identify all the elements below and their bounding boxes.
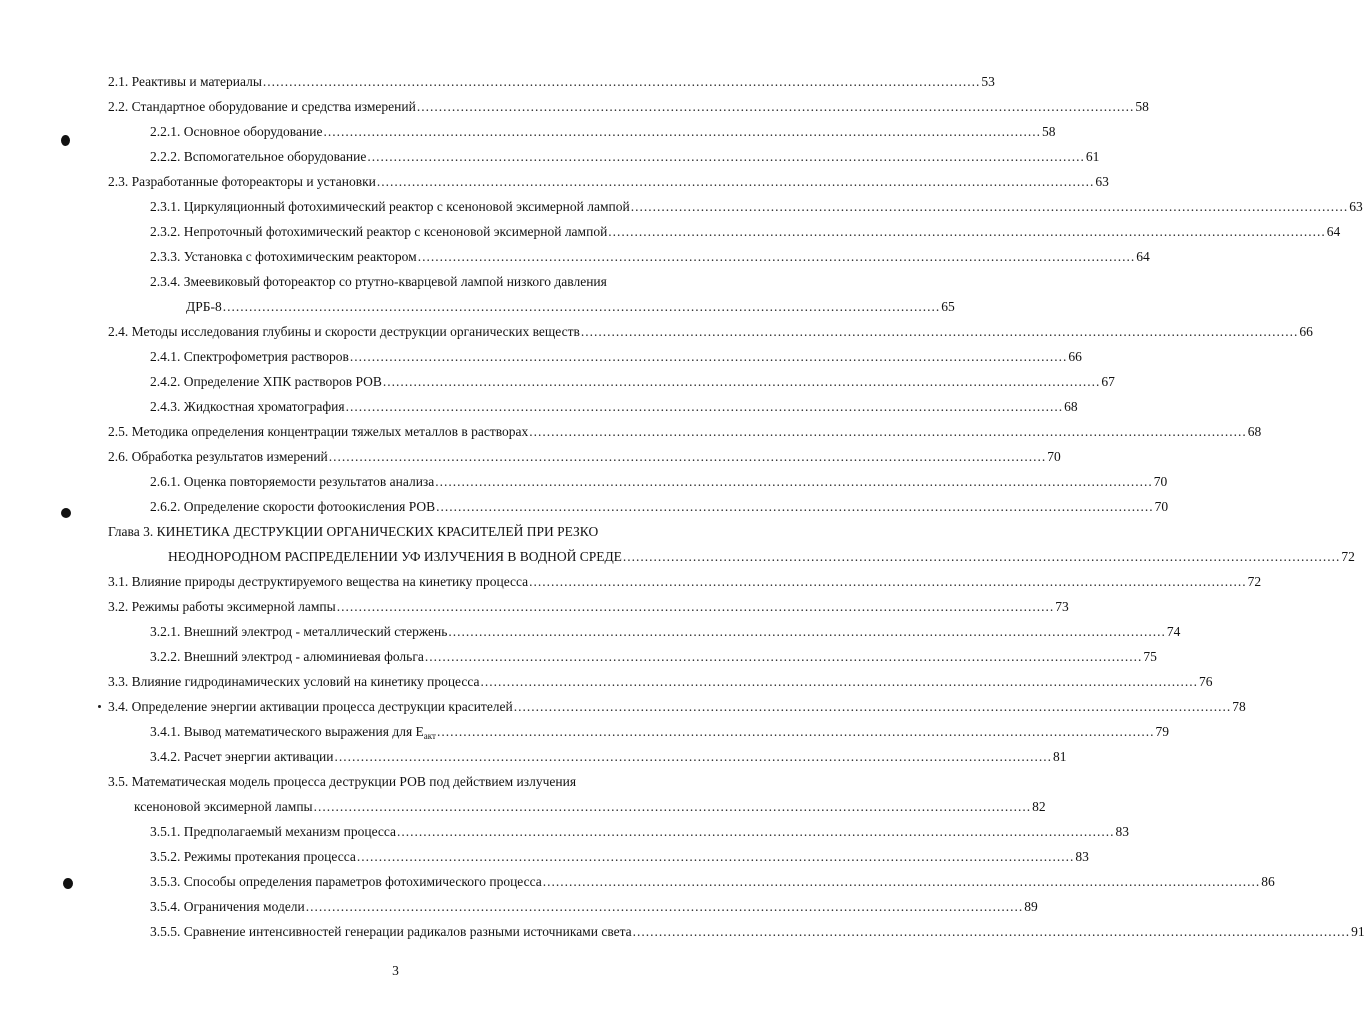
dot-leader: .................................................................................................................................................................... [397, 824, 1115, 839]
scan-blot [61, 135, 70, 146]
scan-blot [63, 878, 73, 889]
dot-leader: .................................................................................................................................................................... [448, 624, 1166, 639]
toc-entry-2-3-2 [150, 224, 1341, 240]
toc-entry-label: 3.5.1. Предполагаемый механизм процесса [150, 824, 397, 839]
toc-entry-label: 3.2.1. Внешний электрод - металлический стержень [150, 624, 448, 639]
toc-entry-label: 2.2.1. Основное оборудование [150, 124, 323, 139]
dot-leader: .................................................................................................................................................................... [336, 599, 1055, 614]
toc-entry-3-4-2 [150, 749, 1067, 765]
toc-entry-label: 2.6.2. Определение скорости фотоокисления РОВ [150, 499, 436, 514]
dot-leader: .................................................................................................................................................................... [529, 574, 1247, 589]
toc-entry-page: 79 [1155, 724, 1169, 739]
toc-entry-label: 3.2.2. Внешний электрод - алюминиевая фольга [150, 649, 424, 664]
dot-leader: .................................................................................................................................................................... [262, 74, 981, 89]
toc-entry-page: 53 [981, 74, 995, 89]
dot-leader: .................................................................................................................................................................... [323, 124, 1041, 139]
toc-entry-label: 2.6. Обработка результатов измерений [108, 449, 328, 464]
toc-entry-page: 66 [1299, 324, 1313, 339]
toc-entry-page: 89 [1024, 899, 1038, 914]
toc-entry-3-5-cont [134, 799, 1046, 815]
toc-entry-page: 75 [1143, 649, 1157, 664]
toc-entry-page: 65 [941, 299, 955, 314]
toc-entry-page: 64 [1136, 249, 1150, 264]
activation-subscript: акт [423, 731, 436, 741]
toc-entry-2-3-3 [150, 249, 1150, 265]
toc-entry-page: 72 [1341, 549, 1355, 564]
dot-leader: .................................................................................................................................................................... [580, 324, 1299, 339]
toc-entry-2-2 [108, 99, 1149, 115]
dot-leader: .................................................................................................................................................................... [345, 399, 1064, 414]
toc-entry-page: 86 [1261, 874, 1275, 889]
toc-entry-page: 81 [1053, 749, 1067, 764]
toc-entry-label: 2.6.1. Оценка повторяемости результатов анализа [150, 474, 435, 489]
toc-chapter-3 [108, 524, 598, 540]
toc-entry-3-2-2 [150, 649, 1157, 665]
toc-entry-label: 2.4.1. Спектрофометрия растворов [150, 349, 349, 364]
dot-leader: .................................................................................................................................................................... [529, 424, 1247, 439]
toc-entry-label: 2.3.2. Непроточный фотохимический реактор с ксеноновой эксимерной лампой [150, 224, 608, 239]
toc-entry-page: 73 [1055, 599, 1069, 614]
dot-leader: .................................................................................................................................................................... [222, 299, 941, 314]
toc-entry-page: 64 [1326, 224, 1341, 239]
toc-entry-3-5-4 [150, 899, 1038, 915]
toc-entry-page: 58 [1041, 124, 1056, 139]
toc-entry-page: 66 [1068, 349, 1082, 364]
toc-entry-label: 2.2. Стандартное оборудование и средства измерений [108, 99, 416, 114]
toc-entry-2-2-2 [150, 149, 1100, 165]
dot-leader: .................................................................................................................................................................... [542, 874, 1261, 889]
toc-entry-2-4-1 [150, 349, 1082, 365]
toc-entry-3-4 [108, 699, 1246, 715]
toc-entry-label: 3.4.2. Расчет энергии активации [150, 749, 334, 764]
toc-entry-2-3-4 [150, 274, 607, 290]
toc-entry-2-4 [108, 324, 1313, 340]
toc-entry-label: 2.1. Реактивы и материалы [108, 74, 262, 89]
page-number: 3 [392, 963, 399, 978]
toc-entry-page: 74 [1166, 624, 1181, 639]
dot-leader: .................................................................................................................................................................... [436, 499, 1154, 514]
dot-leader: .................................................................................................................................................................... [417, 249, 1136, 264]
toc-entry-label: Глава 3. КИНЕТИКА ДЕСТРУКЦИИ ОРГАНИЧЕСКИХ КРАСИТЕЛЕЙ ПРИ РЕЗКО [108, 524, 599, 539]
dot-leader: .................................................................................................................................................................... [305, 899, 1024, 914]
toc-entry-page: 91 [1351, 924, 1365, 939]
dot-leader: .................................................................................................................................................................... [334, 749, 1053, 764]
dot-leader: .................................................................................................................................................................... [328, 449, 1047, 464]
dot-leader: .................................................................................................................................................................... [416, 99, 1135, 114]
toc-entry-label: 2.2.2. Вспомогательное оборудование [150, 149, 367, 164]
toc-entry-label: 2.5. Методика определения концентрации тяжелых металлов в растворах [108, 424, 529, 439]
dot-leader: .................................................................................................................................................................... [630, 199, 1349, 214]
toc-entry-page: 70 [1153, 474, 1168, 489]
toc-entry-page: 63 [1095, 174, 1109, 189]
dot-leader: .................................................................................................................................................................... [632, 924, 1351, 939]
toc-entry-label: 2.3. Разработанные фотореакторы и установки [108, 174, 376, 189]
toc-entry-page: 68 [1064, 399, 1078, 414]
toc-entry-2-6-1 [150, 474, 1168, 490]
dot-leader: .................................................................................................................................................................... [480, 674, 1199, 689]
toc-entry-label: 3.5.4. Ограничения модели [150, 899, 305, 914]
toc-entry-2-3-1 [150, 199, 1363, 215]
toc-entry-label: 2.3.1. Циркуляционный фотохимический реактор с ксеноновой эксимерной лампой [150, 199, 630, 214]
toc-entry-label: ксеноновой эксимерной лампы [134, 799, 313, 814]
toc-entry-page: 72 [1247, 574, 1262, 589]
dot-leader: .................................................................................................................................................................... [435, 474, 1153, 489]
toc-entry-2-6 [108, 449, 1061, 465]
toc-entry-label: 2.3.3. Установка с фотохимическим реактором [150, 249, 417, 264]
toc-entry-3-5-1 [150, 824, 1130, 840]
scan-blot [61, 508, 71, 518]
toc-entry-label: 2.4.3. Жидкостная хроматография [150, 399, 345, 414]
toc-entry-3-5-5 [150, 924, 1365, 940]
toc-entry-page: 76 [1199, 674, 1213, 689]
toc-entry-2-3 [108, 174, 1109, 190]
dot-leader: .................................................................................................................................................................... [356, 849, 1075, 864]
dot-leader: .................................................................................................................................................................... [424, 649, 1143, 664]
toc-entry-label: 3.4.1. Вывод математического выражения для E [150, 724, 424, 739]
dot-leader: .................................................................................................................................................................... [382, 374, 1101, 389]
toc-entry-label: ДРБ-8 [186, 299, 222, 314]
toc-entry-page: 63 [1349, 199, 1363, 214]
toc-entry-page: 83 [1115, 824, 1130, 839]
toc-entry-2-5 [108, 424, 1262, 440]
toc-entry-label: НЕОДНОРОДНОМ РАСПРЕДЕЛЕНИИ УФ ИЗЛУЧЕНИЯ В ВОДНОЙ СРЕДЕ [168, 549, 622, 564]
toc-entry-3-3 [108, 674, 1213, 690]
dot-leader: .................................................................................................................................................................... [349, 349, 1068, 364]
toc-entry-3-5-3 [150, 874, 1275, 890]
toc-entry-page: 61 [1085, 149, 1100, 164]
toc-entry-2-1 [108, 74, 995, 90]
dot-leader: .................................................................................................................................................................... [313, 799, 1032, 814]
dot-leader: .................................................................................................................................................................... [376, 174, 1095, 189]
toc-entry-label: 3.3. Влияние гидродинамических условий на кинетику процесса [108, 674, 480, 689]
toc-entry-label: 3.1. Влияние природы деструктируемого вещества на кинетику процесса [108, 574, 529, 589]
toc-entry-label: 3.5.5. Сравнение интенсивностей генерации радикалов разными источниками света [150, 924, 632, 939]
toc-entry-3-2-1 [150, 624, 1181, 640]
toc-entry-2-6-2 [150, 499, 1169, 515]
dot-leader: .................................................................................................................................................................... [367, 149, 1085, 164]
dot-leader: .................................................................................................................................................................... [622, 549, 1341, 564]
toc-entry-label: 2.4. Методы исследования глубины и скорости деструкции органических веществ [108, 324, 580, 339]
toc-chapter-3-cont [168, 549, 1355, 565]
toc-entry-3-5 [108, 774, 576, 790]
dot-leader: .................................................................................................................................................................... [513, 699, 1232, 714]
toc-entry-page: 70 [1047, 449, 1061, 464]
scan-speck [98, 705, 101, 708]
toc-entry-page: 70 [1154, 499, 1169, 514]
toc-entry-page: 82 [1032, 799, 1046, 814]
toc-entry-3-2 [108, 599, 1069, 615]
toc-entry-2-4-3 [150, 399, 1078, 415]
toc-entry-3-4-1 [150, 724, 1169, 741]
toc-entry-label: 2.3.4. Змеевиковый фотореактор со ртутно-кварцевой лампой низкого давления [150, 274, 607, 289]
toc-entry-2-4-2 [150, 374, 1115, 390]
toc-entry-page: 67 [1101, 374, 1115, 389]
toc-entry-label: 3.5.2. Режимы протекания процесса [150, 849, 356, 864]
toc-entry-label: 3.5.3. Способы определения параметров фотохимического процесса [150, 874, 542, 889]
toc-entry-label: 3.4. Определение энергии активации процесса деструкции красителей [108, 699, 513, 714]
toc-entry-2-2-1 [150, 124, 1056, 140]
toc-entry-label: 2.4.2. Определение ХПК растворов РОВ [150, 374, 382, 389]
toc-entry-2-3-4-cont [186, 299, 955, 315]
toc-entry-page: 58 [1135, 99, 1149, 114]
dot-leader: .................................................................................................................................................................... [436, 724, 1155, 739]
dot-leader: .................................................................................................................................................................... [608, 224, 1326, 239]
toc-entry-label: 3.5. Математическая модель процесса деструкции РОВ под действием излучения [108, 774, 577, 789]
toc-entry-page: 68 [1247, 424, 1262, 439]
toc-entry-label-group [150, 724, 436, 741]
toc-entry-page: 78 [1232, 699, 1246, 714]
toc-entry-page: 83 [1075, 849, 1089, 864]
toc-entry-3-5-2 [150, 849, 1089, 865]
toc-entry-label: 3.2. Режимы работы эксимерной лампы [108, 599, 336, 614]
toc-entry-3-1 [108, 574, 1262, 590]
